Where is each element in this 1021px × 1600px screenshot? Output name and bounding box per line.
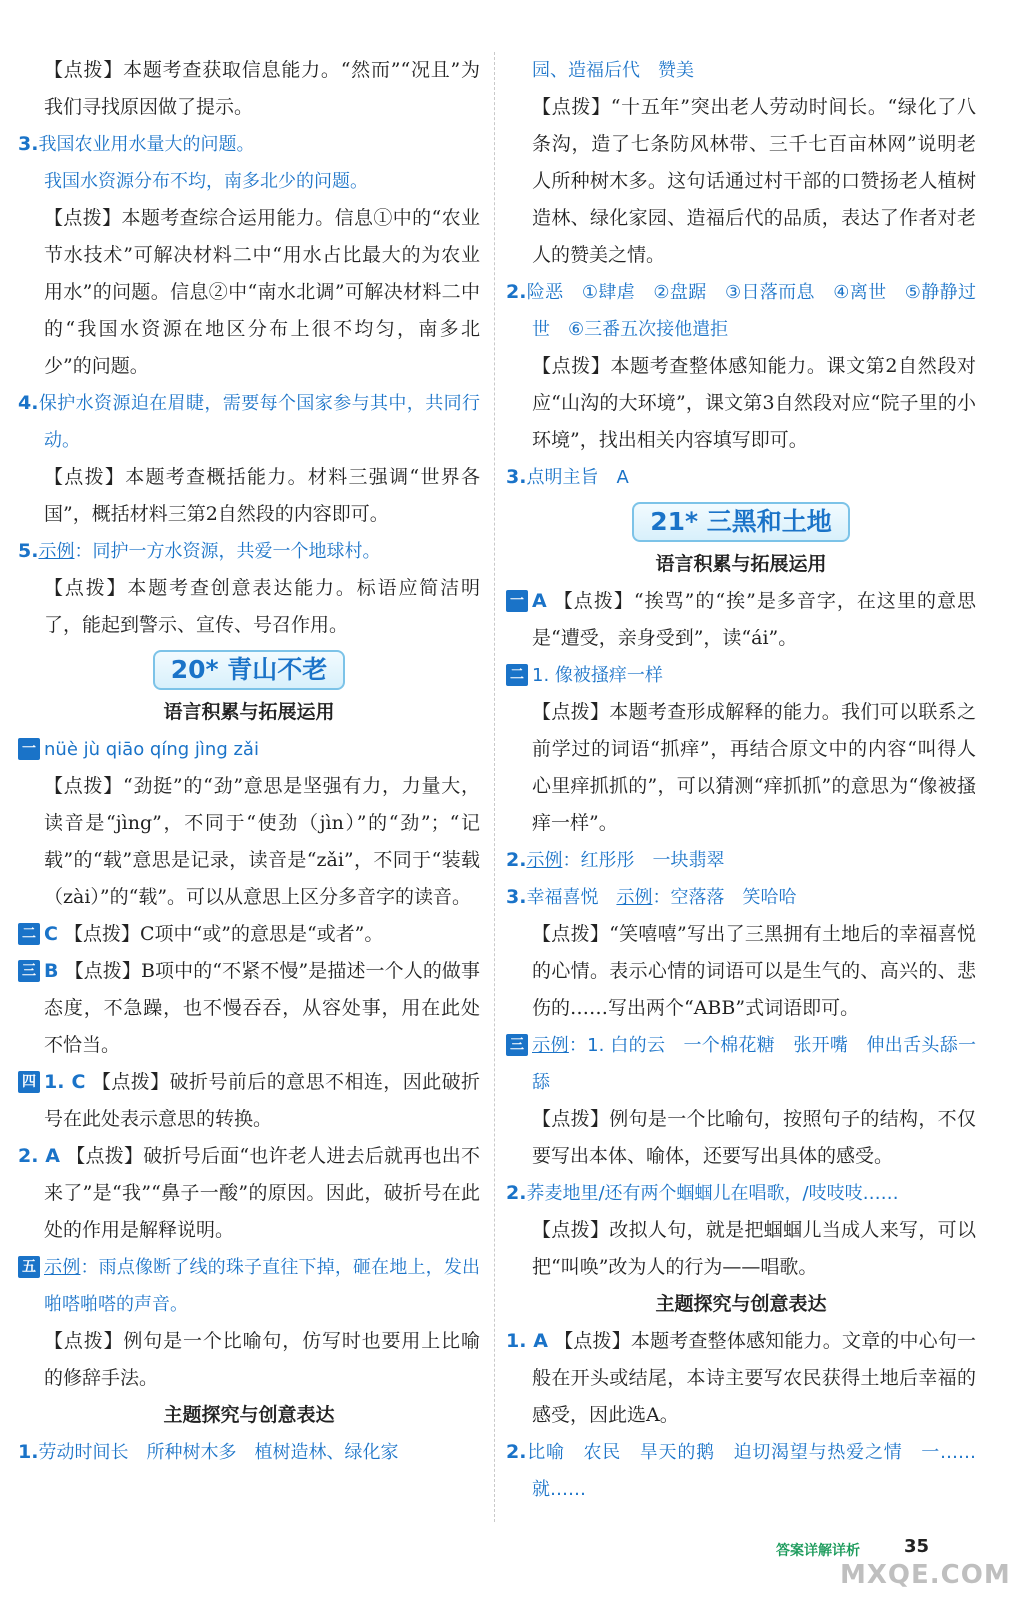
r-part3-q2-answer: 荞麦地里/还有两个蝈蝈儿在唱歌，/吱吱吱…… [526,1183,899,1204]
r-part3-tip1: 【点拨】例句是一个比喻句，按照句子的结构，不仅要写出本体、喻体，还要写出具体的感受。 [532,1108,976,1167]
part5-mark: 五 [18,1256,40,1278]
q5-tip: 【点拨】本题考查创意表达能力。标语应简洁明了，能起到警示、宣传、号召作用。 [44,577,480,636]
theme-q2-tip: 【点拨】本题考查整体感知能力。课文第2自然段对应“山沟的大环境”，课文第3自然段对应“院子里的小环境”，找出相关内容填写即可。 [532,355,976,451]
section-language-title: 语言积累与拓展运用 [163,701,335,723]
part2-answer [18,916,480,953]
r-part3-q1 [506,1027,976,1101]
theme-q1-num: 1. [18,1441,39,1463]
r-part2-mark: 二 [506,664,528,686]
theme-q1-answer: 劳动时间长 所种树木多 植树造林、绿化家 [38,1442,399,1463]
theme-q2-num: 2. [506,281,527,303]
part5-answer [18,1249,480,1323]
q5-answer [18,533,480,570]
r-theme-q1-tip: 【点拨】本题考查整体感知能力。文章的中心句一般在开头或结尾，本诗主要写农民获得土地后幸福的感受，因此选A。 [532,1330,976,1426]
part4-mark: 四 [18,1071,40,1093]
part4-q1 [18,1064,480,1138]
page-number: 35 [904,1536,930,1557]
r-theme-q2-num: 2. [506,1441,527,1463]
r-part2-q3 [506,879,976,916]
q4-num: 4. [18,392,39,414]
r-theme-q2 [506,1434,976,1508]
part1-tip: 【点拨】“劲挺”的“劲”意思是坚强有力，力量大，读音是“jìng”，不同于“使劲（jìn）”的“劲”；“记载”的“载”意思是记录，读音是“zǎi”，不同于“装载（zài）”的“载”。可以从意思上区分多音字的读音。 [44,775,480,908]
q5-answer-text: ：同护一方水资源，共爱一个地球村。 [74,541,381,562]
theme-q1-tip: 【点拨】“十五年”突出老人劳动时间长。“绿化了八条沟，造了七条防风林带、三千七百亩林网”说明老人所种树木多。这句话通过村干部的口赞扬老人植树造林、绿化家园、造福后代的品质，表达了作者对老人的赞美之情。 [532,96,976,266]
r-part3-q2 [506,1175,976,1212]
theme-q3 [506,459,976,496]
theme-q3-num: 3. [506,466,527,488]
r-part2-q3-example: ：空落落 笑哈哈 [652,887,797,908]
part3-answer [18,953,480,1064]
r-theme-q2-answer: 比喻 农民 旱天的鹅 迫切渴望与热爱之情 一……就…… [526,1442,976,1500]
chapter-21-banner [506,502,976,542]
r-part2-q2-num: 2. [506,849,527,871]
q5-num: 5. [18,540,39,562]
r-part2-tip1: 【点拨】本题考查形成解释的能力。我们可以联系之前学过的词语“抓痒”，再结合原文中的内容“叫得人心里痒抓抓的”，可以猜测“痒抓抓”的意思为“像被搔痒一样”。 [532,701,976,834]
r-part2-q3-example-label: 示例 [616,887,653,908]
r-part3-q1-answer: ：1. 白的云 一个棉花糖 张开嘴 伸出舌头舔一舔 [532,1035,976,1093]
part5-tip: 【点拨】例句是一个比喻句，仿写时也要用上比喻的修辞手法。 [44,1330,480,1389]
r-part1-mark: 一 [506,590,528,612]
r-part2-q2-answer: ：红彤彤 一块翡翠 [562,850,725,871]
r-part2-q2-example-label: 示例 [526,850,563,871]
theme-q1 [18,1434,480,1471]
q4-answer [18,385,480,459]
part2-tip: 【点拨】C项中“或”的意思是“或者”。 [64,923,384,945]
r-part2-q3-num: 3. [506,886,527,908]
part1-answer [18,731,480,768]
right-column [506,52,976,1508]
r-part2-q3-answer: 幸福喜悦 [526,887,617,908]
r-part3-q2-num: 2. [506,1182,527,1204]
q4-answer-text: 保护水资源迫在眉睫，需要每个国家参与其中，共同行动。 [38,393,480,451]
r-part2-q2 [506,842,976,879]
r-part2-q1-answer: 1. 像被搔痒一样 [532,665,663,686]
part3-mark: 三 [18,960,40,982]
part5-example-label: 示例 [44,1257,81,1278]
q3-answer-b: 我国水资源分布不均，南多北少的问题。 [44,171,368,192]
q3-tip: 【点拨】本题考查综合运用能力。信息①中的“农业节水技术”可解决材料二中“用水占比最大的为农业用水”的问题。信息②中“南水北调”可解决材料二中的“我国水资源在地区分布上很不均匀，南多北少”的问题。 [44,207,480,377]
part3-tip: 【点拨】B项中的“不紧不慢”是描述一个人的做事态度，不急躁，也不慢吞吞，从容处事，用在此处不恰当。 [44,960,481,1056]
r-part1-tip: 【点拨】“挨骂”的“挨”是多音字，在这里的意思是“遭受，亲身受到”，读“ái”。 [532,590,976,649]
q3-answer-b-line [18,163,480,200]
theme-q2-answer: 险恶 ①肆虐 ②盘踞 ③日落而息 ④离世 ⑤静静过世 ⑥三番五次接他遣拒 [526,282,976,340]
part4-q2-tip: 【点拨】破折号后面“也许老人进去后就再也出不来了”是“我”“鼻子一酸”的原因。因此，破折号在此处的作用是解释说明。 [44,1145,480,1241]
left-column [18,52,480,1471]
section-language-title-2: 语言积累与拓展运用 [655,553,827,575]
q5-example-label: 示例 [38,541,75,562]
part1-pinyin: nüè jù qiāo qíng jìng zǎi [44,739,259,760]
r-theme-q1-answer: 1. A [506,1330,548,1352]
section-theme-title: 主题探究与创意表达 [163,1404,335,1426]
section-theme-title-2: 主题探究与创意表达 [655,1293,827,1315]
part4-q2 [18,1138,480,1249]
r-part3-mark: 三 [506,1034,528,1056]
chapter-20-banner [18,650,480,690]
r-part3-example-label: 示例 [532,1035,569,1056]
theme-q1-cont [506,52,976,89]
r-part1 [506,583,976,657]
part3-choice: B [44,960,59,982]
part2-choice: C [44,923,58,945]
watermark: MXQE.COM [840,1560,1011,1590]
part2-mark: 二 [18,923,40,945]
theme-q3-answer: 点明主旨 A [526,467,629,488]
q4-tip: 【点拨】本题考查概括能力。材料三强调“世界各国”，概括材料三第2自然段的内容即可。 [44,466,480,525]
part4-q1-answer: 1. C [44,1071,86,1093]
theme-q1-answer-cont: 园、造福后代 赞美 [532,60,694,81]
r-part2-tip3: 【点拨】“笑嘻嘻”写出了三黑拥有土地后的幸福喜悦的心情。表示心情的词语可以是生气的、高兴的、悲伤的……写出两个“ABB”式词语即可。 [532,923,976,1019]
r-part3-tip2: 【点拨】改拟人句，就是把蝈蝈儿当成人来写，可以把“叫唤”改为人的行为——唱歌。 [532,1219,976,1278]
theme-q2 [506,274,976,348]
q3-answer [18,126,480,163]
q3-answer-a: 我国农业用水量大的问题。 [38,134,255,155]
chapter-20-title: 20* 青山不老 [153,650,346,690]
part5-answer-text: ：雨点像断了线的珠子直往下掉，砸在地上，发出啪嗒啪嗒的声音。 [44,1257,480,1315]
r-part1-choice: A [532,590,547,612]
column-divider [494,52,495,1522]
chapter-21-title: 21* 三黑和土地 [632,502,850,542]
footer-section-tag: 答案详解详析 [776,1543,860,1559]
r-theme-q1 [506,1323,976,1434]
part1-mark: 一 [18,738,40,760]
r-part2-q1 [506,657,976,694]
part4-q1-tip: 【点拨】破折号前后的意思不相连，因此破折号在此处表示意思的转换。 [44,1071,480,1130]
part4-q2-answer: 2. A [18,1145,60,1167]
q2-tip: 【点拨】本题考查获取信息能力。“然而”“况且”为我们寻找原因做了提示。 [44,59,480,118]
q3-num: 3. [18,133,39,155]
